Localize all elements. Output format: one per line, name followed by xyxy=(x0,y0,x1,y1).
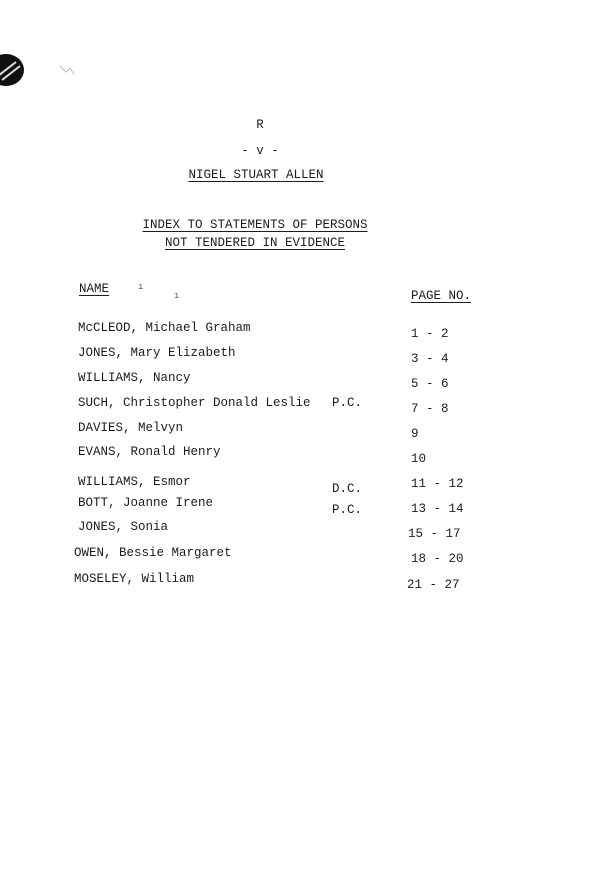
heading-versus: - v - xyxy=(241,144,279,158)
index-title-line-2: NOT TENDERED IN EVIDENCE xyxy=(164,236,346,250)
page-range: 21 - 27 xyxy=(407,578,460,592)
page-range: 13 - 14 xyxy=(411,502,464,516)
page-range: 9 xyxy=(411,427,419,441)
person-name: MOSELEY, William xyxy=(74,572,195,586)
heading-r: R xyxy=(256,118,264,132)
rank-label: P.C. xyxy=(332,503,363,517)
page-range: 15 - 17 xyxy=(408,527,461,541)
person-name: JONES, Mary Elizabeth xyxy=(78,346,236,360)
person-name: BOTT, Joanne Irene xyxy=(78,496,214,510)
rank-label: P.C. xyxy=(332,396,363,410)
scan-smudge-mark xyxy=(58,62,78,78)
punch-hole-mark xyxy=(0,50,32,90)
page-range: 18 - 20 xyxy=(411,552,464,566)
person-name: JONES, Sonia xyxy=(78,520,169,534)
person-name: EVANS, Ronald Henry xyxy=(78,445,221,459)
page-range: 7 - 8 xyxy=(411,402,449,416)
rank-label: D.C. xyxy=(332,482,363,496)
stray-tick-mark: ı xyxy=(174,291,180,301)
person-name: McCLEOD, Michael Graham xyxy=(78,321,251,335)
person-name: DAVIES, Melvyn xyxy=(78,421,184,435)
column-header-name: NAME xyxy=(79,282,110,296)
column-header-page-no: PAGE NO. xyxy=(411,289,472,303)
person-name: WILLIAMS, Nancy xyxy=(78,371,191,385)
person-name: SUCH, Christopher Donald Leslie xyxy=(78,396,311,410)
page-range: 10 xyxy=(411,452,427,466)
page-range: 3 - 4 xyxy=(411,352,449,366)
person-name: OWEN, Bessie Margaret xyxy=(74,546,232,560)
stray-tick-mark: ı xyxy=(138,282,144,292)
page-range: 5 - 6 xyxy=(411,377,449,391)
page-range: 1 - 2 xyxy=(411,327,449,341)
defendant-name: NIGEL STUART ALLEN xyxy=(188,168,324,182)
person-name: WILLIAMS, Esmor xyxy=(78,475,191,489)
page-range: 11 - 12 xyxy=(411,477,464,491)
index-title-line-1: INDEX TO STATEMENTS OF PERSONS xyxy=(142,218,368,232)
